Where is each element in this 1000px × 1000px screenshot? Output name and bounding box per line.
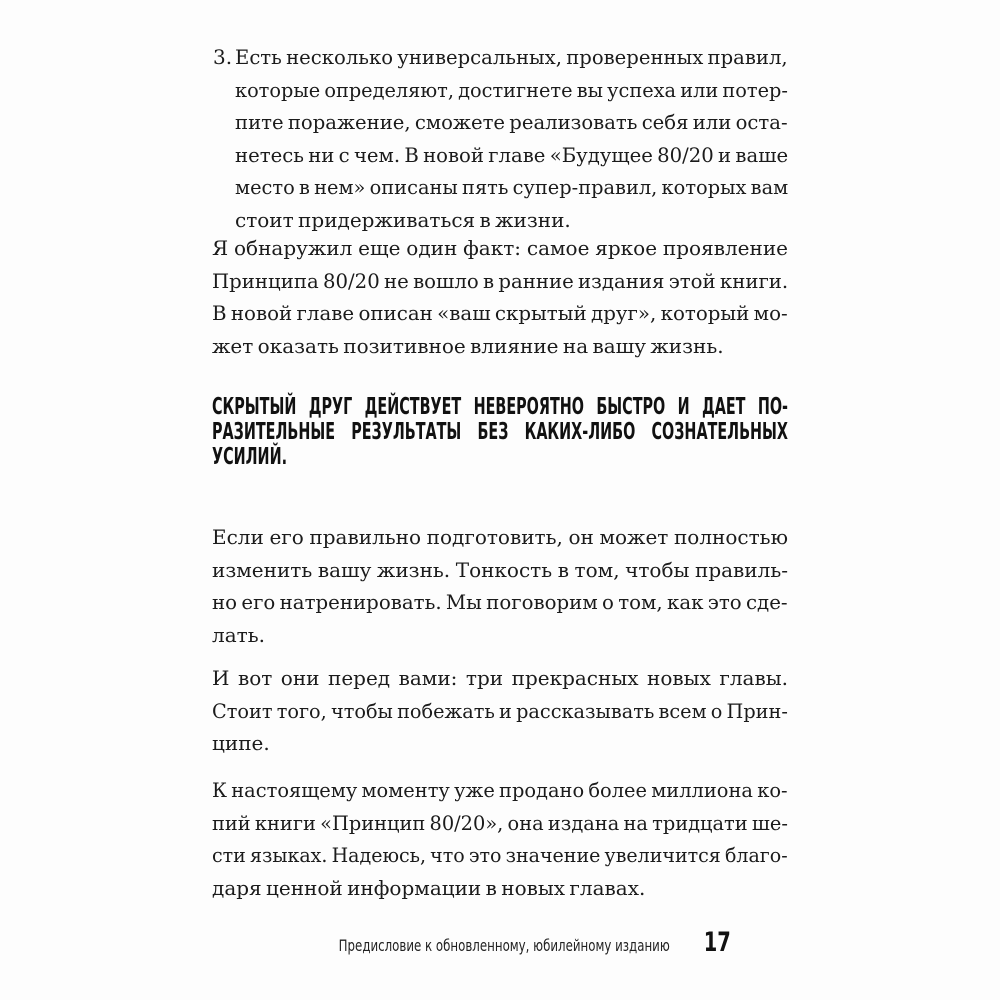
text-line: РАЗИТЕЛЬНЫЕ РЕЗУЛЬТАТЫ БЕЗ КАКИХ-ЛИБО СОЗНАТЕЛЬНЫХ — [212, 419, 789, 445]
text-line: которые определяют, достигнете вы успеха или потер- — [235, 77, 788, 102]
text-line: УСИЛИЙ. — [212, 444, 288, 470]
text-line: Я обнаружил еще один факт: самое яркое проявление — [212, 236, 788, 260]
text-line: И вот они перед вами: три прекрасных новых главы. — [212, 666, 788, 690]
list-item-text — [235, 41, 788, 236]
text-line: даря ценной информации в новых главах. — [212, 875, 646, 900]
text-line: Есть несколько универсальных, проверенных правил, — [235, 45, 788, 69]
section-heading-wrap — [212, 395, 788, 470]
text-line: пий книги «Принцип 80/20», она издана на тридцати ше- — [212, 810, 788, 835]
text-line: нетесь ни с чем. В новой главе «Будущее 80/20 и ваше — [235, 142, 789, 167]
text-line: Если его правильно подготовить, он может полностью — [212, 525, 788, 549]
text-line: сти языках. Надеюсь, что это значение увеличится благо- — [212, 843, 788, 867]
running-title: Предисловие к обновленному, юбилейному изданию — [339, 936, 671, 955]
text-line: СКРЫТЫЙ ДРУГ ДЕЙСТВУЕТ НЕВЕРОЯТНО БЫСТРО И ДАЕТ ПО- — [212, 394, 789, 420]
page-footer — [0, 927, 731, 958]
list-item-number: 3. — [213, 45, 233, 69]
text-line: Принципа 80/20 не вошло в ранние издания этой книги. — [212, 268, 789, 293]
section-heading — [212, 395, 788, 470]
page-number: 17 — [703, 927, 731, 958]
text-line: жет оказать позитивное влияние на вашу жизнь. — [212, 333, 724, 358]
text-line: ципе. — [212, 731, 270, 755]
text-line: В новой главе описан «ваш скрытый друг», который мо- — [212, 301, 788, 325]
numbered-list-item-3 — [212, 41, 788, 236]
paragraph-train-hidden-friend — [212, 521, 788, 651]
text-line: место в нем» описаны пять супер-правил, которых вам — [235, 175, 789, 199]
text-line: изменить вашу жизнь. Тонкость в том, чтобы правиль- — [212, 557, 788, 582]
text-line: стоит придерживаться в жизни. — [235, 207, 571, 232]
text-line: Стоит того, чтобы побежать и рассказывать всем о Прин- — [212, 698, 788, 723]
text-line: лать. — [212, 622, 265, 647]
text-line: но его натренировать. Мы поговорим о том, как это сде- — [212, 590, 788, 614]
paragraph-three-new-chapters — [212, 662, 788, 760]
text-line: пите поражение, сможете реализовать себя или оста- — [235, 110, 788, 134]
paragraph-million-copies — [212, 774, 788, 904]
text-line: К настоящему моменту уже продано более миллиона ко- — [212, 778, 788, 802]
paragraph-discovered-fact — [212, 232, 788, 362]
